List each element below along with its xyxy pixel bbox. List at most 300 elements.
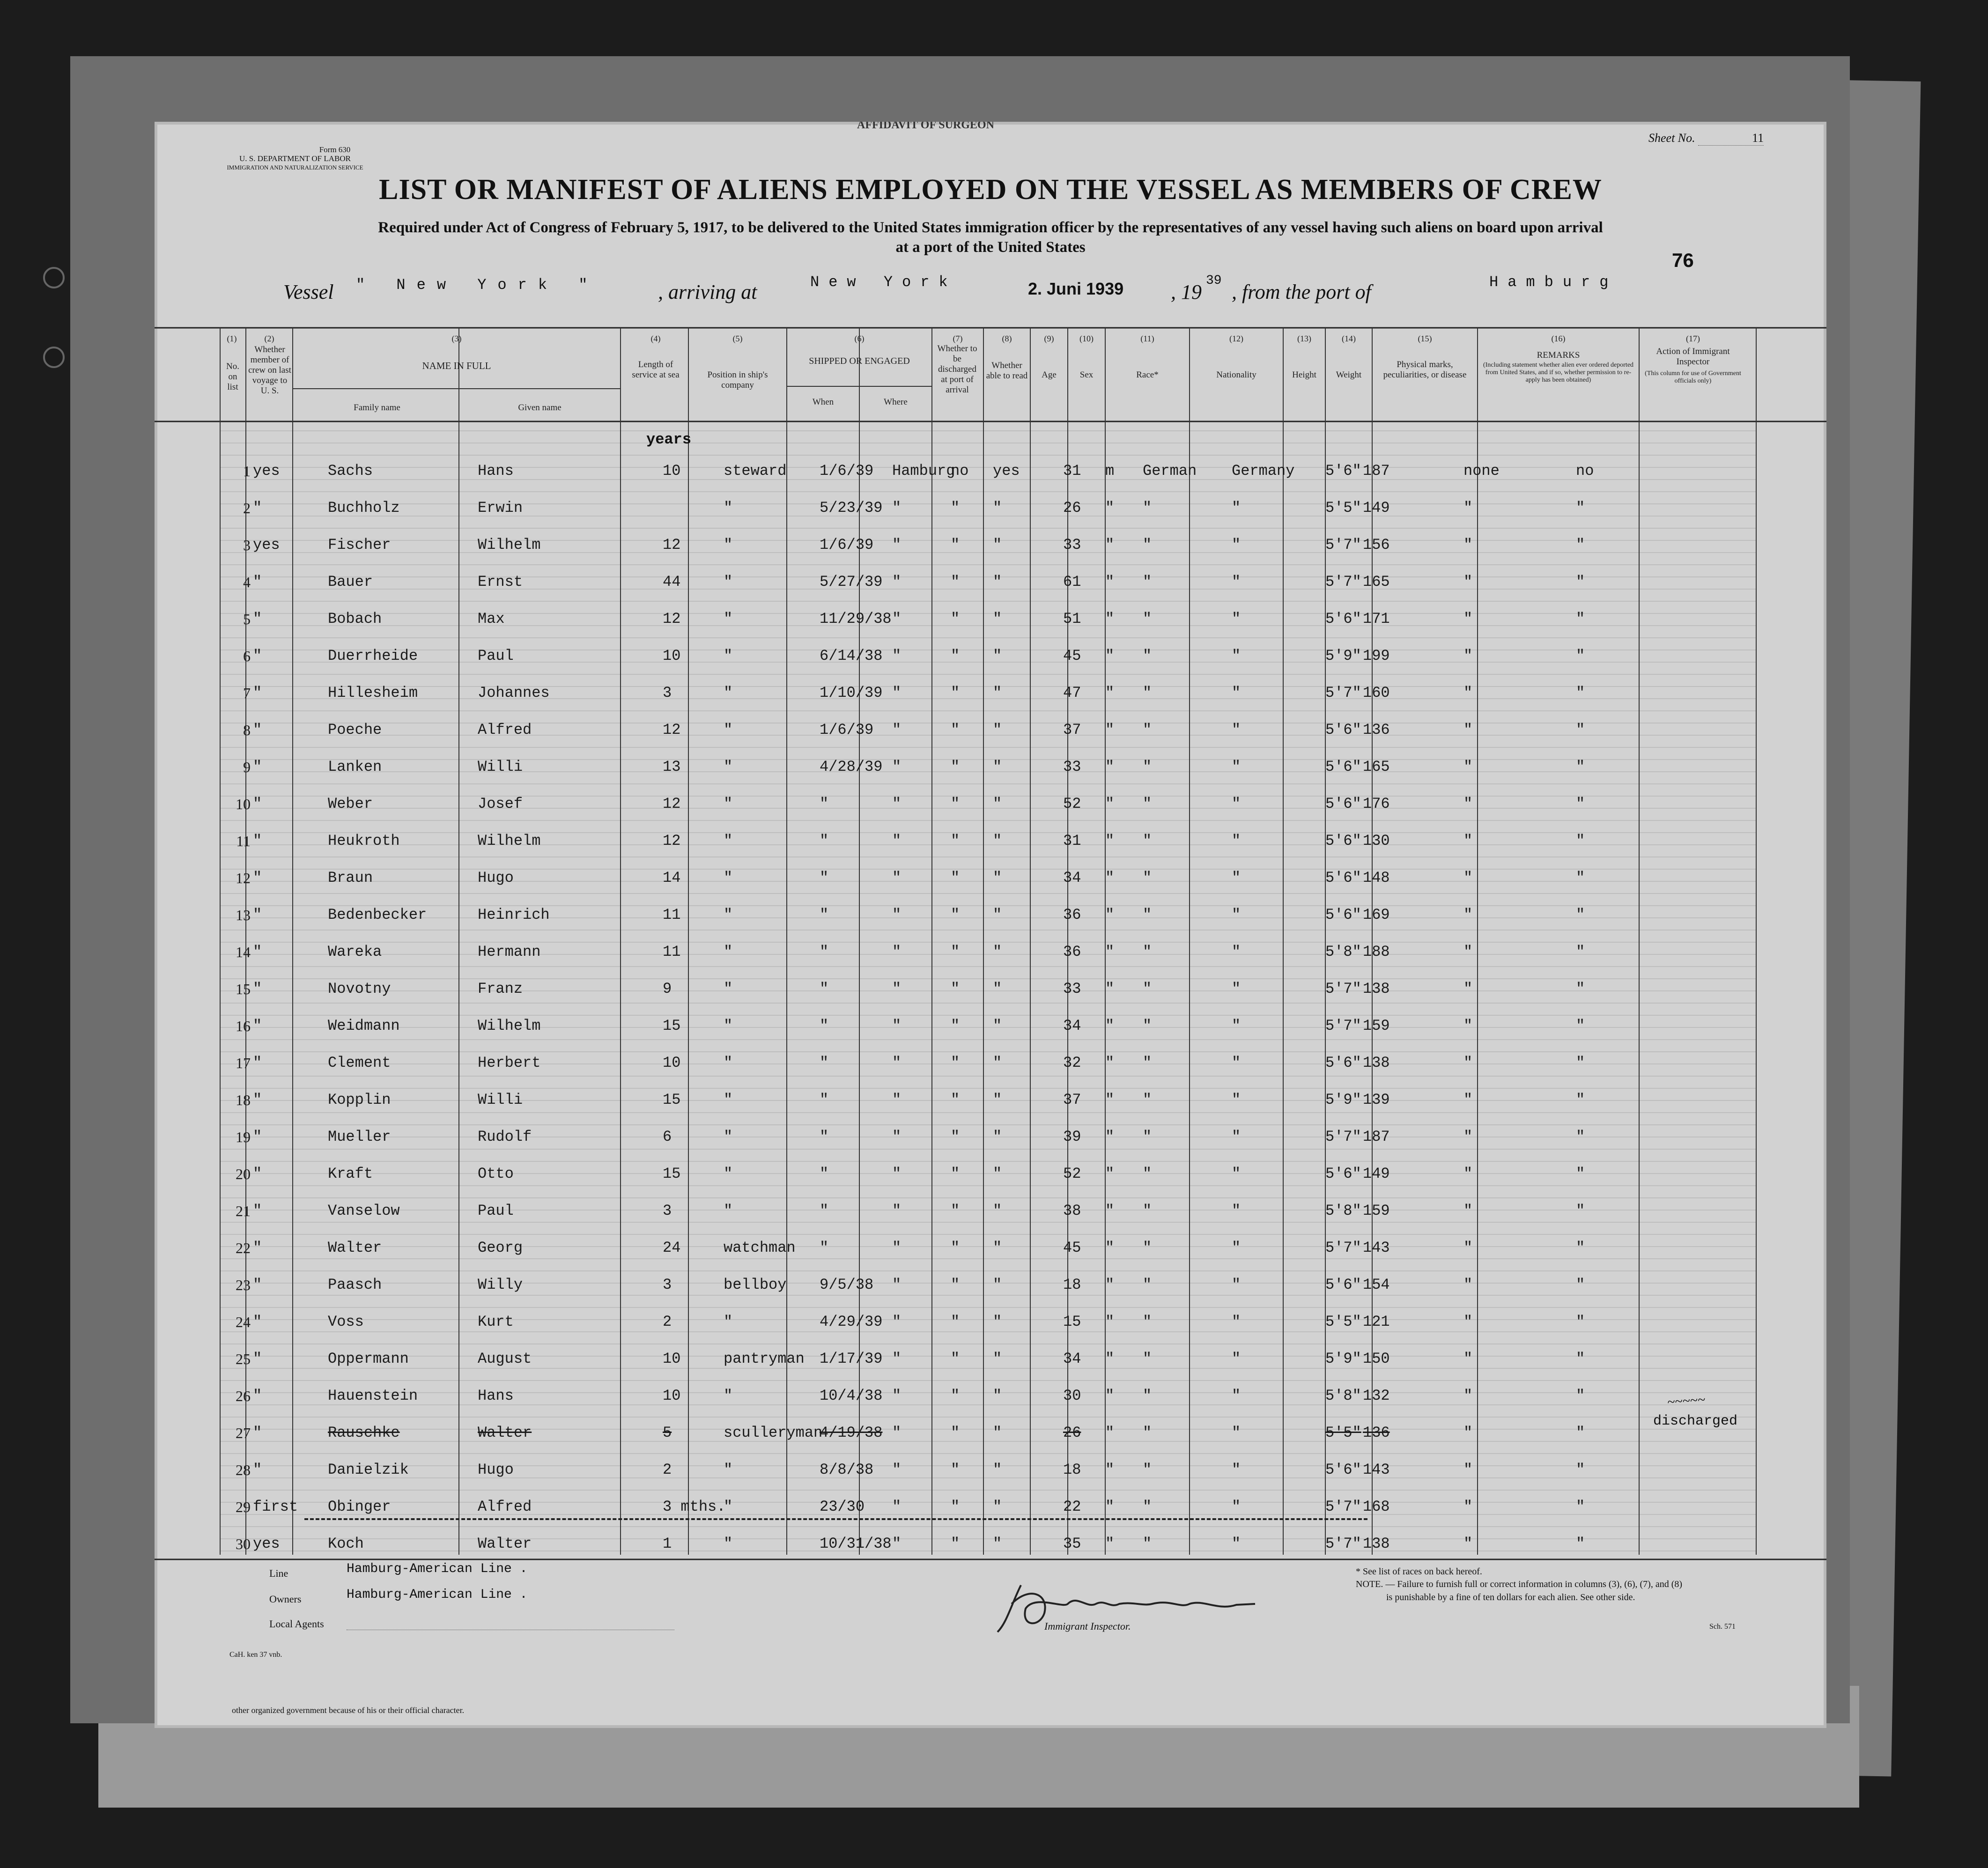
col1-header: No. on list: [226, 362, 239, 392]
weight-cell: 138: [1363, 1054, 1390, 1071]
subtitle-line-1: Required under Act of Congress of February 5, 1917, to be delivered to the United States immigration officer by the representatives of any vessel having such aliens on board upon arrival: [378, 219, 1603, 236]
discharged-cell: ": [951, 906, 960, 923]
weight-cell: 188: [1363, 943, 1390, 960]
given-name-cell: Hans: [478, 1387, 514, 1404]
position-cell: bellboy: [724, 1276, 787, 1293]
given-name-cell: Otto: [478, 1165, 514, 1182]
race-cell: ": [1143, 869, 1152, 886]
table-row: [155, 1527, 1826, 1564]
col14-header: Weight: [1336, 370, 1362, 380]
race-cell: ": [1143, 1461, 1152, 1478]
col17-header: Action of Immigrant Inspector: [1656, 347, 1730, 367]
col10-header: Sex: [1079, 370, 1094, 380]
discharged-cell: ": [951, 1461, 960, 1478]
sex-cell: ": [1105, 1461, 1115, 1478]
col12-number: (12): [1229, 334, 1243, 343]
where-cell: ": [892, 1350, 902, 1367]
height-cell: 5'6": [1325, 869, 1361, 886]
family-name-cell: Poeche: [328, 721, 382, 738]
weight-cell: 169: [1363, 906, 1390, 923]
crew-cell: ": [253, 1017, 262, 1034]
sex-cell: ": [1105, 1276, 1115, 1293]
race-cell: ": [1143, 610, 1152, 628]
col6-number: (6): [854, 334, 865, 343]
race-cell: ": [1143, 1424, 1152, 1441]
table-row: [155, 1416, 1826, 1453]
age-cell: 26: [1063, 1424, 1081, 1441]
position-cell: ": [724, 610, 733, 628]
remarks-cell: ": [1576, 1128, 1585, 1145]
row-number: 12: [236, 870, 251, 886]
position-cell: ": [724, 1165, 733, 1182]
when-cell: ": [820, 1239, 829, 1256]
service-cell: 12: [663, 795, 681, 812]
table-row: [155, 972, 1826, 1009]
col15-header: Physical marks, peculiarities, or disease: [1383, 360, 1467, 380]
table-row: [155, 602, 1826, 639]
when-cell: 11/29/38: [820, 610, 892, 628]
height-cell: 5'6": [1325, 721, 1361, 738]
read-cell: ": [993, 499, 1002, 517]
col16-header: REMARKS: [1537, 350, 1580, 360]
when-cell: 1/10/39: [820, 684, 883, 701]
sex-cell: ": [1105, 943, 1115, 960]
table-row: [155, 935, 1826, 972]
table-row: [155, 1083, 1826, 1120]
weight-cell: 132: [1363, 1387, 1390, 1404]
read-cell: ": [993, 1239, 1002, 1256]
age-cell: 32: [1063, 1054, 1081, 1071]
read-cell: ": [993, 1461, 1002, 1478]
weight-cell: 171: [1363, 610, 1390, 628]
service-cell: 1: [663, 1535, 672, 1552]
table-row: [155, 861, 1826, 898]
age-cell: 51: [1063, 610, 1081, 628]
weight-cell: 199: [1363, 647, 1390, 665]
owners-value: Hamburg-American Line .: [347, 1587, 528, 1602]
where-cell: ": [892, 758, 902, 775]
nationality-cell: ": [1232, 1017, 1241, 1034]
col13-number: (13): [1297, 334, 1311, 343]
read-cell: ": [993, 1202, 1002, 1219]
service-cell: 10: [663, 1054, 681, 1071]
position-cell: ": [724, 1313, 733, 1330]
position-cell: ": [724, 758, 733, 775]
when-cell: ": [820, 1091, 829, 1108]
when-cell: ": [820, 906, 829, 923]
marks-cell: ": [1463, 499, 1473, 517]
races-note: * See list of races on back hereof.: [1356, 1566, 1482, 1577]
remarks-cell: ": [1576, 1239, 1585, 1256]
discharged-cell: ": [951, 573, 960, 591]
position-cell: ": [724, 795, 733, 812]
when-cell: ": [820, 1202, 829, 1219]
where-cell: ": [892, 943, 902, 960]
when-cell: ": [820, 1165, 829, 1182]
table-row: [155, 1157, 1826, 1194]
nationality-cell: ": [1232, 980, 1241, 997]
height-cell: 5'7": [1325, 1239, 1361, 1256]
age-cell: 36: [1063, 906, 1081, 923]
sex-cell: ": [1105, 1498, 1115, 1515]
discharged-cell: ": [951, 758, 960, 775]
weight-cell: 150: [1363, 1350, 1390, 1367]
sex-cell: ": [1105, 1091, 1115, 1108]
when-cell: 4/28/39: [820, 758, 883, 775]
discharged-cell: ": [951, 1202, 960, 1219]
from-label: , from the port of: [1232, 281, 1371, 303]
race-cell: ": [1143, 832, 1152, 849]
col3-header: NAME IN FULL: [422, 360, 491, 371]
sex-cell: ": [1105, 1535, 1115, 1552]
col11-number: (11): [1140, 334, 1154, 343]
sex-cell: ": [1105, 1239, 1115, 1256]
family-name-cell: Paasch: [328, 1276, 382, 1293]
position-cell: ": [724, 1091, 733, 1108]
family-name-cell: Weber: [328, 795, 373, 812]
position-cell: ": [724, 1054, 733, 1071]
height-cell: 5'6": [1325, 1165, 1361, 1182]
given-name-cell: Franz: [478, 980, 523, 997]
table-row: [155, 1342, 1826, 1379]
given-name-cell: Georg: [478, 1239, 523, 1256]
given-name-cell: Wilhelm: [478, 1017, 541, 1034]
row-number: 15: [236, 981, 251, 997]
row-number: 5: [243, 611, 251, 628]
col8-header: Whether able to read: [986, 361, 1028, 381]
line-value: Hamburg-American Line .: [347, 1562, 528, 1576]
race-cell: ": [1143, 795, 1152, 812]
where-cell: ": [892, 1091, 902, 1108]
discharged-cell: ": [951, 1276, 960, 1293]
sex-cell: ": [1105, 869, 1115, 886]
where-cell: ": [892, 1202, 902, 1219]
remarks-cell: ": [1576, 1313, 1585, 1330]
service-name: IMMIGRATION AND NATURALIZATION SERVICE: [227, 164, 363, 171]
remarks-cell: ": [1576, 721, 1585, 738]
crew-cell: yes: [253, 462, 280, 480]
crew-cell: ": [253, 1239, 262, 1256]
col2-header: Whether member of crew on last voyage to U. S.: [248, 345, 291, 396]
year-prefix: , 19: [1171, 281, 1202, 303]
table-row: [155, 898, 1826, 935]
where-cell: ": [892, 1165, 902, 1182]
position-cell: ": [724, 1202, 733, 1219]
nationality-cell: ": [1232, 499, 1241, 517]
discharged-cell: ": [951, 943, 960, 960]
row-number: 13: [236, 907, 251, 923]
crew-cell: ": [253, 1202, 262, 1219]
position-cell: ": [724, 1461, 733, 1478]
subtitle-line-2: at a port of the United States: [895, 239, 1086, 256]
given-name-cell: Josef: [478, 795, 523, 812]
age-cell: 37: [1063, 721, 1081, 738]
service-cell: 10: [663, 647, 681, 665]
height-cell: 5'6": [1325, 1461, 1361, 1478]
table-row: [155, 824, 1826, 861]
family-name-cell: Walter: [328, 1239, 382, 1256]
col10-number: (10): [1079, 334, 1094, 343]
crew-cell: ": [253, 1387, 262, 1404]
race-cell: ": [1143, 721, 1152, 738]
crew-cell: ": [253, 795, 262, 812]
service-cell: 15: [663, 1091, 681, 1108]
given-name-cell: Hans: [478, 462, 514, 480]
family-name-cell: Bobach: [328, 610, 382, 628]
discharged-cell: ": [951, 1313, 960, 1330]
read-cell: ": [993, 832, 1002, 849]
marks-cell: ": [1463, 721, 1473, 738]
family-name-cell: Fischer: [328, 536, 391, 554]
marks-cell: ": [1463, 647, 1473, 665]
given-name-cell: Paul: [478, 647, 514, 665]
owners-label: Owners: [269, 1593, 302, 1605]
nationality-cell: ": [1232, 1276, 1241, 1293]
service-cell: 9: [663, 980, 672, 997]
service-cell: 15: [663, 1017, 681, 1034]
print-code: CaH. ken 37 vnb.: [229, 1651, 282, 1659]
col9-number: (9): [1044, 334, 1054, 343]
marks-cell: ": [1463, 980, 1473, 997]
crew-cell: ": [253, 832, 262, 849]
marks-cell: ": [1463, 943, 1473, 960]
nationality-cell: ": [1232, 1387, 1241, 1404]
height-cell: 5'7": [1325, 1535, 1361, 1552]
when-cell: 4/19/38: [820, 1424, 883, 1441]
given-name-cell: Max: [478, 610, 505, 628]
vessel-name: " New York ": [356, 276, 599, 294]
race-cell: ": [1143, 906, 1152, 923]
given-name-cell: Rudolf: [478, 1128, 532, 1145]
height-cell: 5'6": [1325, 1276, 1361, 1293]
nationality-cell: ": [1232, 1498, 1241, 1515]
race-cell: ": [1143, 1202, 1152, 1219]
race-cell: ": [1143, 684, 1152, 701]
age-cell: 35: [1063, 1535, 1081, 1552]
bottom-fragment: other organized government because of his or their official character.: [232, 1706, 465, 1715]
nationality-cell: Germany: [1232, 462, 1295, 480]
remarks-cell: ": [1576, 758, 1585, 775]
table-row: [155, 1305, 1826, 1342]
discharged-cell: no: [951, 462, 969, 480]
arriving-port: New York: [810, 273, 957, 291]
age-cell: 52: [1063, 795, 1081, 812]
where-cell: ": [892, 906, 902, 923]
discharged-cell: ": [951, 1498, 960, 1515]
punch-hole: [43, 347, 65, 368]
given-name-cell: Ernst: [478, 573, 523, 591]
row-number: 17: [236, 1055, 251, 1071]
read-cell: ": [993, 943, 1002, 960]
remarks-cell: ": [1576, 1424, 1585, 1441]
read-cell: ": [993, 795, 1002, 812]
crew-cell: ": [253, 943, 262, 960]
table-row: [155, 528, 1826, 565]
remarks-cell: ": [1576, 1202, 1585, 1219]
service-cell: 2: [663, 1313, 672, 1330]
weight-cell: 136: [1363, 721, 1390, 738]
family-name-cell: Kopplin: [328, 1091, 391, 1108]
service-cell: 3: [663, 1276, 672, 1293]
service-cell: 15: [663, 1165, 681, 1182]
table-row: [155, 1231, 1826, 1268]
inspector-label: Immigrant Inspector.: [1044, 1620, 1131, 1632]
when-cell: 8/8/38: [820, 1461, 874, 1478]
weight-cell: 149: [1363, 1165, 1390, 1182]
col4-number: (4): [650, 334, 661, 343]
height-cell: 5'5": [1325, 499, 1361, 517]
remarks-cell: ": [1576, 1054, 1585, 1071]
height-cell: 5'9": [1325, 1091, 1361, 1108]
crew-cell: ": [253, 1091, 262, 1108]
when-cell: ": [820, 869, 829, 886]
age-cell: 45: [1063, 1239, 1081, 1256]
family-name-cell: Koch: [328, 1535, 364, 1552]
age-cell: 18: [1063, 1461, 1081, 1478]
sex-cell: ": [1105, 1054, 1115, 1071]
height-cell: 5'6": [1325, 1054, 1361, 1071]
where-cell: ": [892, 1239, 902, 1256]
crew-cell: yes: [253, 1535, 280, 1552]
read-cell: ": [993, 1128, 1002, 1145]
age-cell: 34: [1063, 869, 1081, 886]
line-label: Line: [269, 1567, 288, 1579]
remarks-cell: ": [1576, 1535, 1585, 1552]
year-suffix: 39: [1206, 273, 1222, 288]
crew-cell: ": [253, 499, 262, 517]
given-name-cell: Willy: [478, 1276, 523, 1293]
col7-number: (7): [953, 334, 963, 343]
race-cell: ": [1143, 1387, 1152, 1404]
position-cell: ": [724, 1017, 733, 1034]
crew-cell: ": [253, 721, 262, 738]
marks-cell: ": [1463, 1128, 1473, 1145]
given-name-cell: Hugo: [478, 869, 514, 886]
where-cell: ": [892, 647, 902, 665]
discharged-cell: ": [951, 647, 960, 665]
where-cell: ": [892, 1535, 902, 1552]
table-row: [155, 1046, 1826, 1083]
height-cell: 5'6": [1325, 795, 1361, 812]
read-cell: ": [993, 536, 1002, 554]
race-cell: ": [1143, 1239, 1152, 1256]
arriving-label: , arriving at: [658, 281, 757, 303]
col6-where-header: Where: [884, 397, 908, 407]
weight-cell: 154: [1363, 1276, 1390, 1293]
height-cell: 5'8": [1325, 1387, 1361, 1404]
race-cell: ": [1143, 573, 1152, 591]
marks-cell: ": [1463, 1424, 1473, 1441]
discharged-cell: ": [951, 1017, 960, 1034]
read-cell: ": [993, 869, 1002, 886]
service-cell: 14: [663, 869, 681, 886]
age-cell: 30: [1063, 1387, 1081, 1404]
row-number: 22: [236, 1240, 251, 1256]
nationality-cell: ": [1232, 1350, 1241, 1367]
position-cell: ": [724, 536, 733, 554]
row-number: 6: [243, 648, 251, 665]
discharged-cell: ": [951, 684, 960, 701]
where-cell: ": [892, 980, 902, 997]
action-discharged: discharged: [1653, 1413, 1738, 1429]
where-cell: ": [892, 795, 902, 812]
when-cell: 1/17/39: [820, 1350, 883, 1367]
sex-cell: ": [1105, 499, 1115, 517]
marks-cell: ": [1463, 1276, 1473, 1293]
marks-cell: ": [1463, 610, 1473, 628]
race-cell: ": [1143, 1498, 1152, 1515]
when-cell: ": [820, 943, 829, 960]
weight-cell: 159: [1363, 1017, 1390, 1034]
weight-cell: 149: [1363, 499, 1390, 517]
position-cell: ": [724, 499, 733, 517]
sex-cell: ": [1105, 1017, 1115, 1034]
service-cell: 13: [663, 758, 681, 775]
service-cell: 3: [663, 1202, 672, 1219]
nationality-cell: ": [1232, 943, 1241, 960]
age-cell: 33: [1063, 758, 1081, 775]
read-cell: yes: [993, 462, 1020, 480]
age-cell: 31: [1063, 462, 1081, 480]
sex-cell: ": [1105, 1128, 1115, 1145]
table-row: [155, 1120, 1826, 1157]
when-cell: 10/31/38: [820, 1535, 892, 1552]
height-cell: 5'7": [1325, 1498, 1361, 1515]
read-cell: ": [993, 980, 1002, 997]
where-cell: ": [892, 1424, 902, 1441]
marks-cell: ": [1463, 1239, 1473, 1256]
nationality-cell: ": [1232, 684, 1241, 701]
when-cell: 4/29/39: [820, 1313, 883, 1330]
discharged-cell: ": [951, 869, 960, 886]
race-cell: ": [1143, 1091, 1152, 1108]
marks-cell: ": [1463, 1017, 1473, 1034]
crew-cell: ": [253, 1165, 262, 1182]
where-cell: ": [892, 573, 902, 591]
col3-number: (3): [451, 334, 462, 343]
marks-cell: ": [1463, 1461, 1473, 1478]
when-cell: ": [820, 1017, 829, 1034]
position-cell: sculleryman: [724, 1424, 823, 1441]
age-cell: 47: [1063, 684, 1081, 701]
service-cell: 3 mths.: [663, 1498, 726, 1515]
col2-number: (2): [264, 334, 274, 343]
read-cell: ": [993, 1276, 1002, 1293]
where-cell: ": [892, 1128, 902, 1145]
sheet-label: Sheet No.: [1648, 131, 1695, 145]
nationality-cell: ": [1232, 1165, 1241, 1182]
family-name-cell: Hauenstein: [328, 1387, 418, 1404]
col12-header: Nationality: [1216, 370, 1256, 380]
marks-cell: ": [1463, 1091, 1473, 1108]
crew-cell: ": [253, 758, 262, 775]
table-row: [155, 1268, 1826, 1305]
service-unit: years: [646, 431, 692, 448]
weight-cell: 160: [1363, 684, 1390, 701]
given-name-cell: Heinrich: [478, 906, 550, 923]
race-cell: ": [1143, 1535, 1152, 1552]
age-cell: 37: [1063, 1091, 1081, 1108]
age-cell: 18: [1063, 1276, 1081, 1293]
read-cell: ": [993, 1535, 1002, 1552]
service-cell: 10: [663, 1350, 681, 1367]
given-name-cell: Wilhelm: [478, 832, 541, 849]
service-cell: 6: [663, 1128, 672, 1145]
family-name-cell: Rauschke: [328, 1424, 400, 1441]
age-cell: 22: [1063, 1498, 1081, 1515]
nationality-cell: ": [1232, 832, 1241, 849]
col16-number: (16): [1551, 334, 1566, 343]
